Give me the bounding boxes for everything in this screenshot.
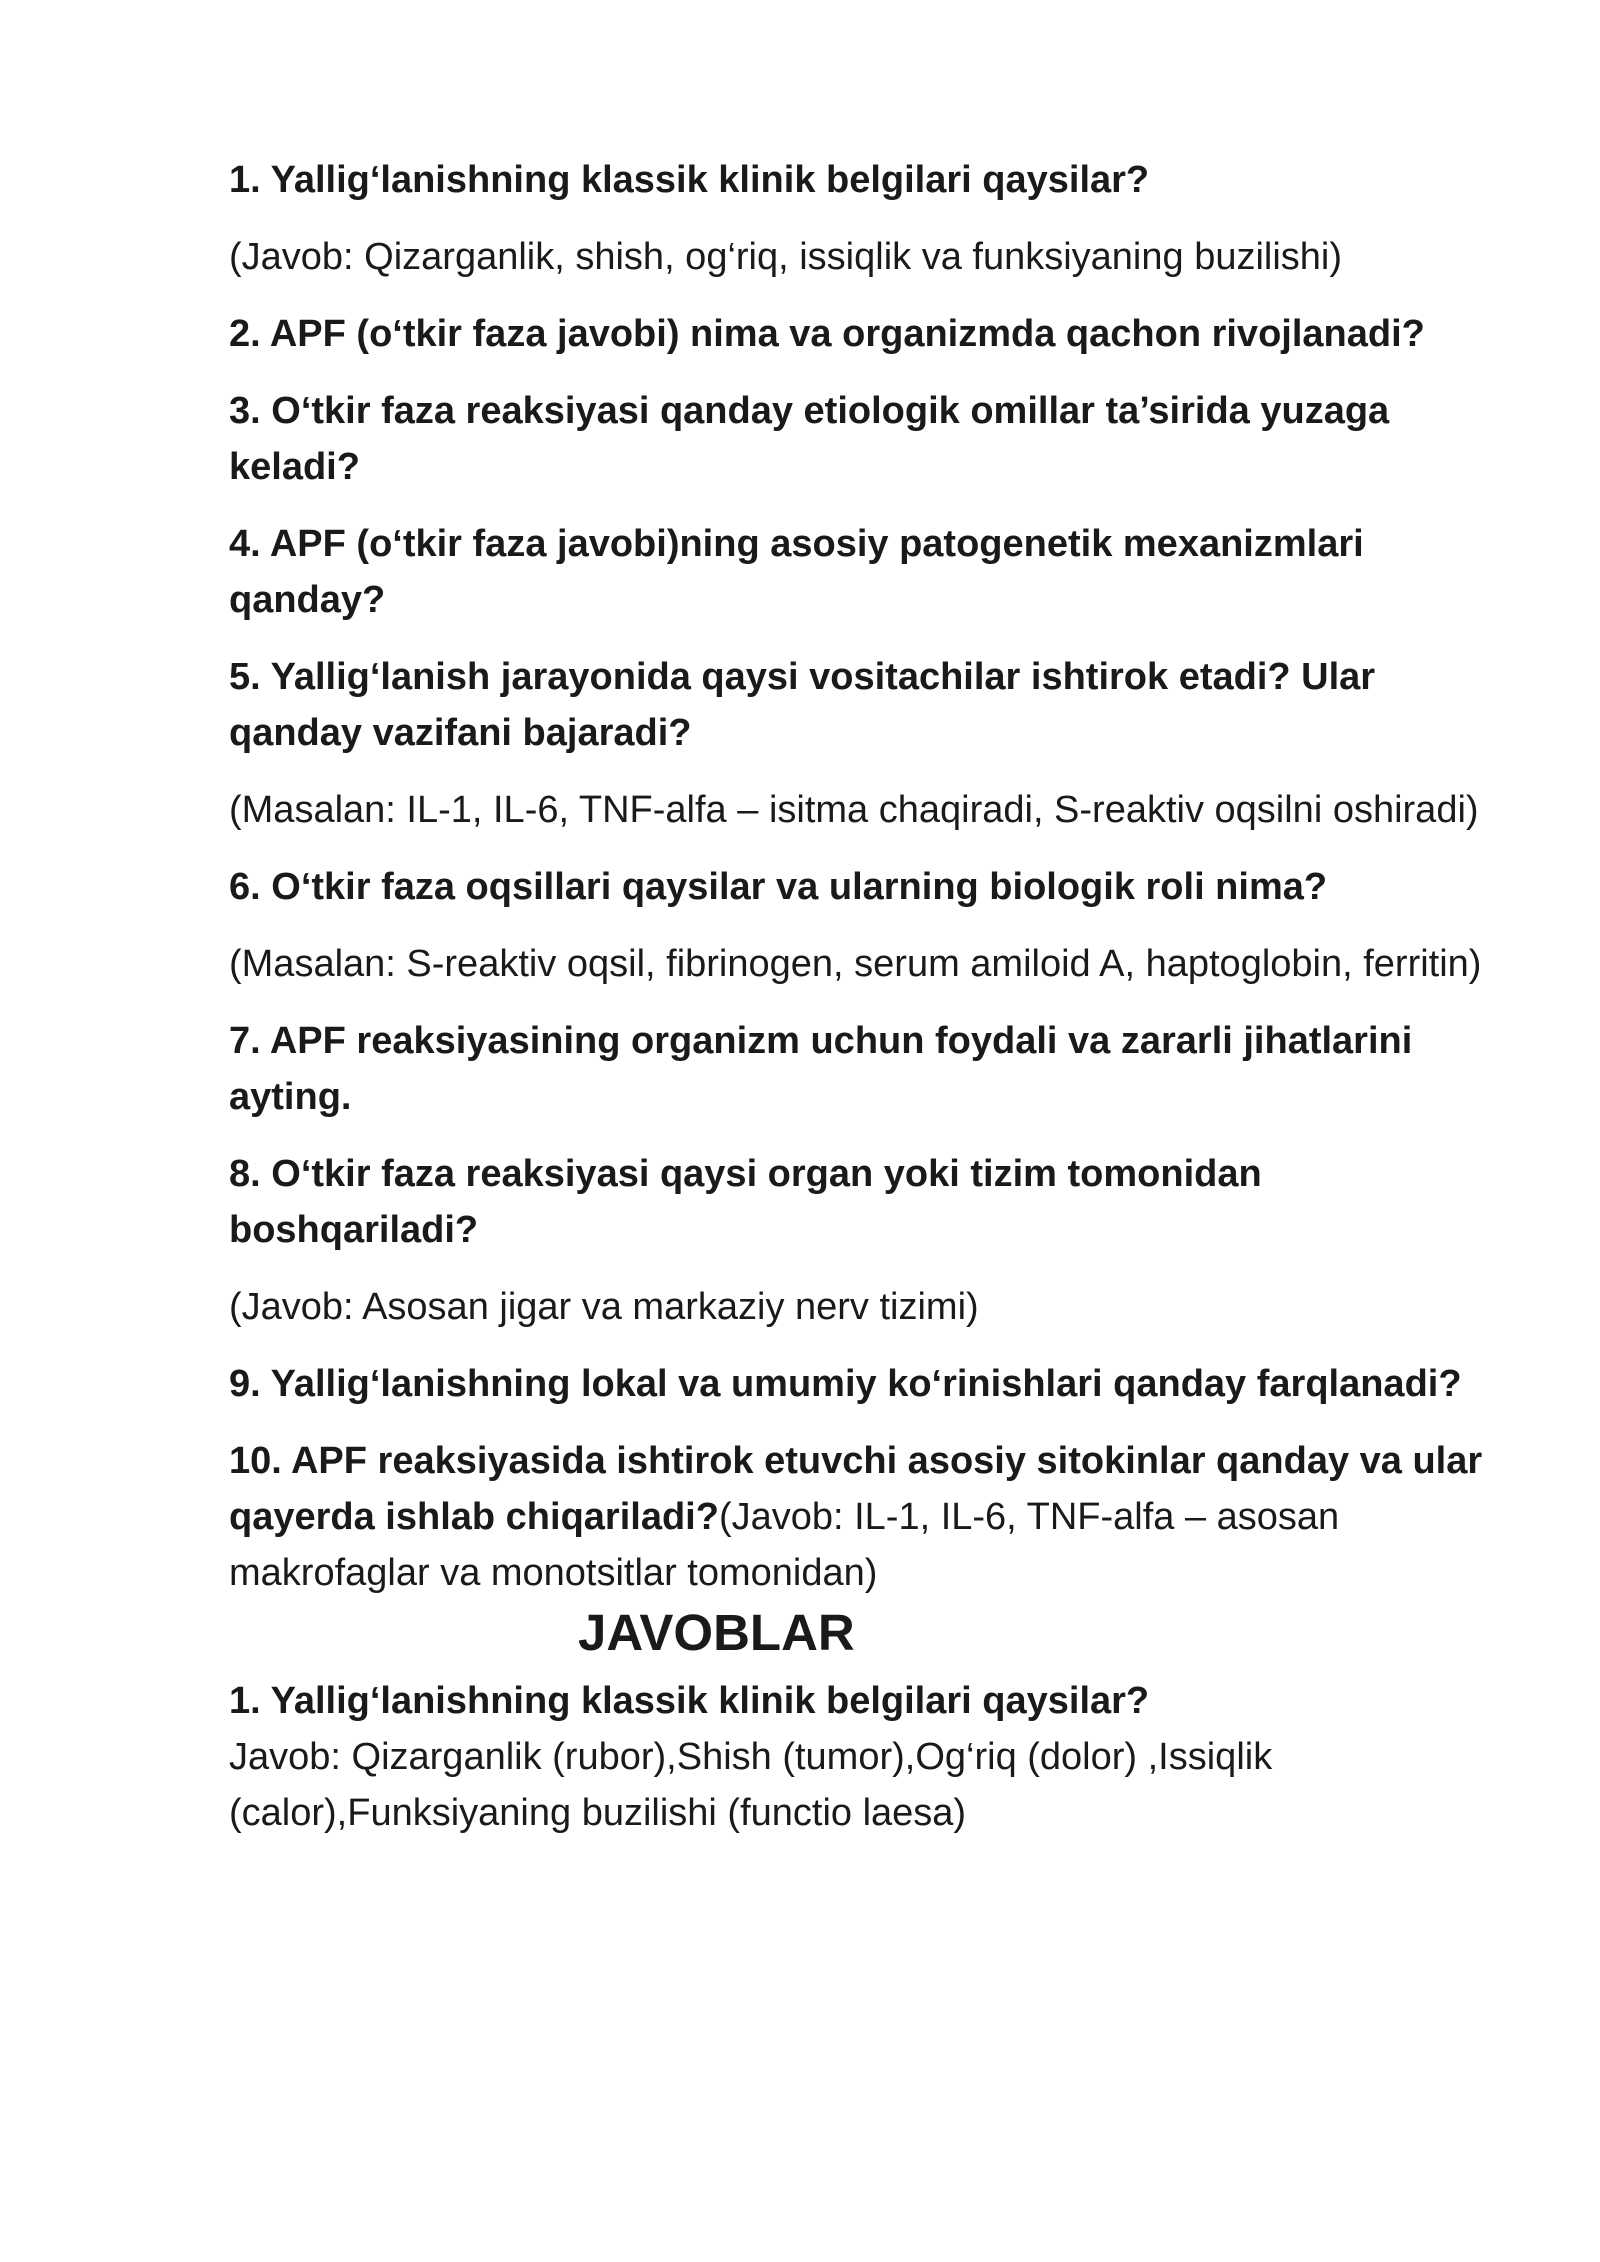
answer-1-text: Javob: Qizarganlik (rubor),Shish (tumor),Og‘riq (dolor) ,Issiqlik (calor),Funksiyaning buzilishi (functio laesa) bbox=[229, 1736, 1273, 1834]
answer-1-question bbox=[229, 1673, 1491, 1729]
question-8 bbox=[229, 1146, 1491, 1258]
question-number: 7. bbox=[229, 1020, 261, 1062]
question-3 bbox=[229, 383, 1491, 495]
question-number: 6. bbox=[229, 866, 261, 908]
question-10-note: (Javob: IL-1, IL-6, TNF-alfa – asosan makrofaglar va monotsitlar tomonidan) bbox=[229, 1496, 1340, 1594]
answer-question-text: Yallig‘lanishning klassik klinik belgilari qaysilar? bbox=[270, 1680, 1150, 1722]
question-number: 3. bbox=[229, 390, 261, 432]
question-number: 2. bbox=[229, 313, 261, 355]
question-10 bbox=[229, 1433, 1491, 1601]
question-text: O‘tkir faza reaksiyasi qanday etiologik omillar ta’sirida yuzaga keladi? bbox=[229, 390, 1390, 488]
document-page bbox=[229, 152, 1491, 1862]
question-5-note: (Masalan: IL-1, IL-6, TNF-alfa – isitma chaqiradi, S-reaktiv oqsilni oshiradi) bbox=[229, 789, 1479, 831]
question-number: 8. bbox=[229, 1153, 261, 1195]
question-8-note: (Javob: Asosan jigar va markaziy nerv tizimi) bbox=[229, 1286, 979, 1328]
question-1-note: (Javob: Qizarganlik, shish, og‘riq, issiqlik va funksiyaning buzilishi) bbox=[229, 236, 1343, 278]
question-6-note: (Masalan: S-reaktiv oqsil, fibrinogen, serum amiloid A, haptoglobin, ferritin) bbox=[229, 943, 1482, 985]
question-text: Yallig‘lanishning klassik klinik belgilari qaysilar? bbox=[270, 159, 1150, 201]
question-text: Yallig‘lanish jarayonida qaysi vositachilar ishtirok etadi? Ular qanday vazifani bajaradi? bbox=[229, 656, 1376, 754]
question-text: APF (o‘tkir faza javobi)ning asosiy patogenetik mexanizmlari qanday? bbox=[229, 523, 1364, 621]
question-6 bbox=[229, 859, 1491, 915]
question-5 bbox=[229, 649, 1491, 761]
answer-number: 1. bbox=[229, 1680, 261, 1722]
question-number: 10. bbox=[229, 1440, 282, 1482]
question-text: APF reaksiyasining organizm uchun foydali va zararli jihatlarini ayting. bbox=[229, 1020, 1413, 1118]
question-number: 4. bbox=[229, 523, 261, 565]
question-1 bbox=[229, 152, 1491, 208]
question-7 bbox=[229, 1013, 1491, 1125]
question-number: 1. bbox=[229, 159, 261, 201]
question-number: 5. bbox=[229, 656, 261, 698]
question-text: O‘tkir faza oqsillari qaysilar va ularning biologik roli nima? bbox=[271, 866, 1328, 908]
question-2 bbox=[229, 306, 1491, 362]
question-4 bbox=[229, 516, 1491, 628]
question-number: 9. bbox=[229, 1363, 261, 1405]
question-text: O‘tkir faza reaksiyasi qaysi organ yoki tizim tomonidan boshqariladi? bbox=[229, 1153, 1262, 1251]
question-9 bbox=[229, 1356, 1491, 1412]
question-text: Yallig‘lanishning lokal va umumiy ko‘rinishlari qanday farqlanadi? bbox=[270, 1363, 1462, 1405]
question-text: APF reaksiyasida ishtirok etuvchi asosiy sitokinlar qanday va ular qayerda ishlab chiqariladi? bbox=[229, 1440, 1483, 1538]
answers-heading: JAVOBLAR bbox=[578, 1604, 855, 1661]
question-text: APF (o‘tkir faza javobi) nima va organizmda qachon rivojlanadi? bbox=[269, 313, 1425, 355]
